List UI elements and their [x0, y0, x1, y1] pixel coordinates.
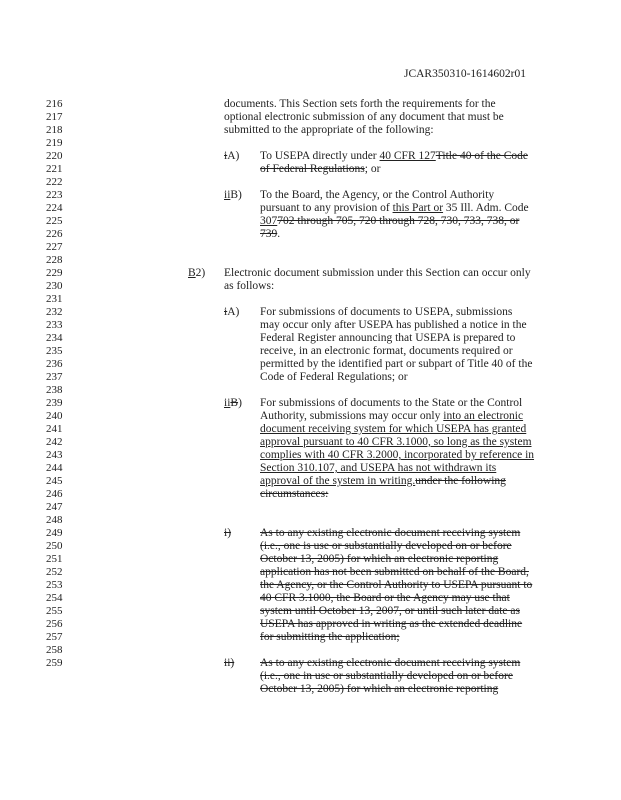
inserted-text: approval pursuant to 40 CFR 3.1000, so long as the system	[260, 436, 532, 448]
line-number: 231	[46, 293, 63, 305]
line-number: 243	[46, 449, 63, 461]
subsection-marker	[188, 267, 205, 280]
line-number: 246	[46, 488, 63, 500]
deleted-line: application has not been submitted on behalf of the Board,	[260, 566, 529, 578]
inserted-marker: B	[188, 267, 196, 279]
line-number: 250	[46, 540, 63, 552]
inserted-text: this Part or	[392, 202, 444, 214]
deleted-text: of Federal Regulations	[260, 163, 365, 175]
deleted-line: As to any existing electronic document receiving system	[260, 527, 521, 539]
line-number: 226	[46, 228, 63, 240]
body-text-line: as follows:	[224, 280, 275, 292]
line-number: 233	[46, 319, 63, 331]
inserted-text: 307	[260, 215, 278, 227]
inserted-text: into an electronic	[443, 410, 524, 422]
deleted-text: under the following	[415, 475, 506, 487]
line-number: 237	[46, 371, 63, 383]
inserted-text: 40 CFR 127	[379, 150, 436, 162]
text-run: To USEPA directly under	[260, 150, 380, 162]
line-number: 244	[46, 462, 63, 474]
line-number: 252	[46, 566, 63, 578]
deleted-line: As to any existing electronic document receiving system	[260, 657, 521, 669]
deleted-line: system until October 13, 2007, or until such later date as	[260, 605, 520, 617]
subsection-marker: i)	[224, 527, 232, 539]
body-text-line: receive, in an electronic format, documents required or	[260, 345, 513, 357]
line-number: 234	[46, 332, 63, 344]
line-number: 219	[46, 137, 63, 149]
deleted-text: 702 through 705, 720 through 728, 730, 733, 738, or	[277, 215, 520, 227]
text-run: .	[277, 228, 281, 240]
line-number: 240	[46, 410, 63, 422]
line-number: 239	[46, 397, 63, 409]
inserted-text: approval of the system in writing.	[260, 475, 416, 487]
body-text-line: Electronic document submission under this Section can occur only	[224, 267, 531, 279]
line-number: 248	[46, 514, 63, 526]
subsection-marker: ii)	[224, 657, 235, 669]
line-number: 256	[46, 618, 63, 630]
line-number: 245	[46, 475, 63, 487]
body-text-line	[260, 449, 534, 462]
deleted-line: for submitting the application;	[260, 631, 400, 643]
line-number: 235	[46, 345, 63, 357]
inserted-marker: ii	[224, 189, 231, 201]
body-text-line	[260, 228, 280, 241]
marker-text: B)	[230, 189, 242, 201]
inserted-marker: ii	[224, 397, 231, 409]
line-number: 230	[46, 280, 63, 292]
marker-text: A)	[227, 306, 240, 318]
deleted-line: 40 CFR 3.1000, the Board or the Agency may use that	[260, 592, 510, 604]
deleted-marker: i	[224, 306, 228, 318]
body-text-line	[260, 202, 529, 215]
line-number: 228	[46, 254, 63, 266]
text-run: 35 Ill. Adm. Code	[443, 202, 529, 214]
body-text-line	[260, 488, 328, 501]
deleted-text: 739	[260, 228, 278, 240]
body-text-line: submitted to the appropriate of the following:	[224, 124, 434, 136]
line-number: 259	[46, 657, 63, 669]
text-run: Authority, submissions may occur only	[260, 410, 444, 422]
inserted-text: document receiving system for which USEPA has granted	[260, 423, 527, 435]
body-text-line: To the Board, the Agency, or the Control Authority	[260, 189, 495, 201]
line-number: 247	[46, 501, 63, 513]
body-text-line: permitted by the identified part or subpart of Title 40 of the	[260, 358, 533, 370]
deleted-line: October 13, 2005) for which an electronic reporting	[260, 683, 499, 695]
deleted-line: USEPA has approved in writing as the extended deadline	[260, 618, 523, 630]
line-number: 253	[46, 579, 63, 591]
body-text-line: Federal Register announcing that USEPA is prepared to	[260, 332, 516, 344]
marker-text: A)	[227, 150, 240, 162]
line-number: 251	[46, 553, 63, 565]
line-number: 255	[46, 605, 63, 617]
deleted-line: (i.e., one is use or substantially developed on or before	[260, 540, 512, 552]
marker-text: )	[238, 397, 242, 409]
deleted-line: October 13, 2005) for which an electronic reporting	[260, 553, 499, 565]
subsection-marker	[224, 150, 239, 163]
line-number: 224	[46, 202, 63, 214]
body-text-line	[260, 436, 532, 449]
body-text-line	[260, 462, 496, 475]
line-number: 254	[46, 592, 63, 604]
deleted-text: Title 40 of the Code	[435, 150, 528, 162]
line-number: 238	[46, 384, 63, 396]
body-text-line: optional electronic submission of any document that must be	[224, 111, 504, 123]
deleted-line: (i.e., one in use or substantially developed on or before	[260, 670, 513, 682]
body-text-line	[260, 163, 380, 176]
body-text-line	[260, 410, 523, 423]
line-number: 227	[46, 241, 63, 253]
body-text-line: documents. This Section sets forth the requirements for the	[224, 98, 496, 110]
body-text-line	[260, 215, 519, 228]
document-id-header: JCAR350310-1614602r01	[403, 68, 526, 80]
marker-text: 2)	[195, 267, 206, 279]
line-number: 229	[46, 267, 63, 279]
body-text-line	[260, 423, 526, 436]
body-text-line: Code of Federal Regulations; or	[260, 371, 408, 383]
line-number: 223	[46, 189, 63, 201]
line-number: 220	[46, 150, 63, 162]
line-number: 216	[46, 98, 63, 110]
text-run: ; or	[364, 163, 381, 175]
line-number: 217	[46, 111, 63, 123]
subsection-marker	[224, 306, 239, 319]
line-number: 232	[46, 306, 63, 318]
line-number: 236	[46, 358, 63, 370]
text-run: pursuant to any provision of	[260, 202, 393, 214]
line-number: 241	[46, 423, 63, 435]
subsection-marker	[224, 189, 242, 202]
deleted-line: the Agency, or the Control Authority to USEPA pursuant to	[260, 579, 533, 591]
body-text-line: may occur only after USEPA has published a notice in the	[260, 319, 527, 331]
line-number: 249	[46, 527, 63, 539]
deleted-marker: i	[224, 150, 228, 162]
body-text-line: For submissions of documents to the State or the Control	[260, 397, 523, 409]
line-number: 257	[46, 631, 63, 643]
line-number: 258	[46, 644, 63, 656]
line-number: 218	[46, 124, 63, 136]
deleted-marker: B	[230, 397, 239, 409]
body-text-line	[260, 150, 528, 163]
line-number: 242	[46, 436, 63, 448]
inserted-text: complies with 40 CFR 3.2000, incorporated by reference in	[260, 449, 535, 461]
body-text-line	[260, 475, 506, 488]
deleted-text: circumstances:	[260, 488, 329, 500]
subsection-marker	[224, 397, 242, 410]
inserted-text: Section 310.107, and USEPA has not withdrawn its	[260, 462, 497, 474]
body-text-line: For submissions of documents to USEPA, submissions	[260, 306, 513, 318]
line-number: 222	[46, 176, 63, 188]
line-number: 225	[46, 215, 63, 227]
line-number: 221	[46, 163, 63, 175]
